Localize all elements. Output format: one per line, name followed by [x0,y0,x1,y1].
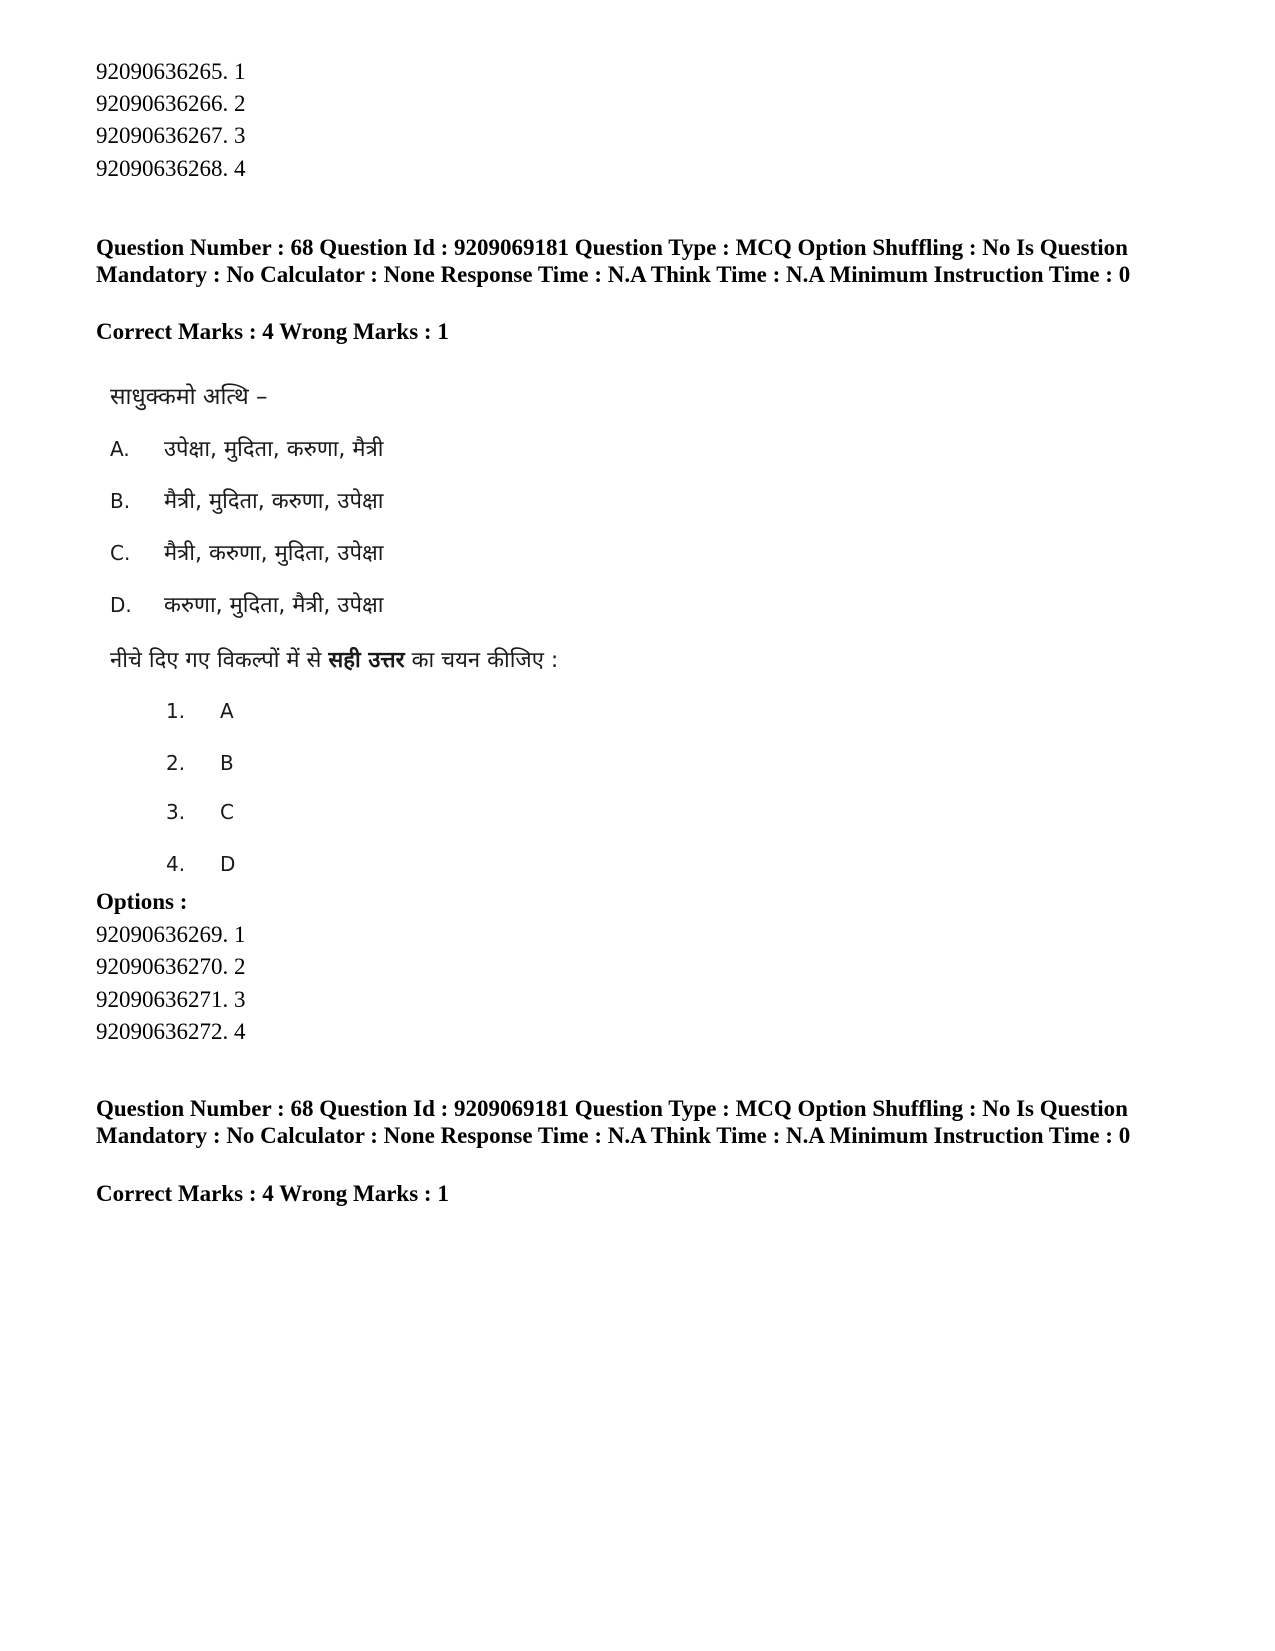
prev-option-2: 92090636266. 2 [96,91,246,116]
next-question-marks: Correct Marks : 4 Wrong Marks : 1 [96,1181,449,1206]
prev-option-1: 92090636265. 1 [96,59,246,84]
options-label: Options : [96,889,188,914]
choice-4 [166,849,235,879]
statement-text: मैत्री, मुदिता, करुणा, उपेक्षा [164,489,384,514]
prev-option-4: 92090636268. 4 [96,156,246,181]
answer-instruction [110,646,558,676]
next-question-header: Question Number : 68 Question Id : 9209069181 Question Type : MCQ Option Shuffling : No Is Question Mandatory : No Calculator : None Response Time : N.A Think Time : N.A Minimum Instruction Time : 0 [96,1096,1131,1148]
statement-text: मैत्री, करुणा, मुदिता, उपेक्षा [164,541,384,566]
choice-text: C [220,800,234,824]
choice-2 [166,748,234,778]
choice-text: B [220,751,234,775]
statement-key: A. [110,437,130,461]
option-2: 92090636270. 2 [96,954,246,979]
choice-text: A [220,699,234,723]
statement-key: C. [110,541,131,565]
statement-text: करुणा, मुदिता, मैत्री, उपेक्षा [164,593,384,618]
statement-key: B. [110,489,131,513]
choice-number: 2. [166,751,186,775]
choice-number: 1. [166,699,186,723]
prev-option-3: 92090636267. 3 [96,123,246,148]
question-marks: Correct Marks : 4 Wrong Marks : 1 [96,319,449,344]
question-image [96,372,616,920]
option-4: 92090636272. 4 [96,1019,246,1044]
choice-number: 4. [166,852,186,876]
instruction-emphasis: सही उत्तर [328,648,405,673]
statement-a [110,434,383,465]
choice-text: D [220,852,236,876]
instruction-text-end: का चयन कीजिए : [404,648,559,673]
question-stem: साधुक्कमो अत्थि – [110,384,268,410]
statement-key: D. [110,593,132,617]
choice-number: 3. [166,800,186,824]
option-1: 92090636269. 1 [96,922,246,947]
question-header: Question Number : 68 Question Id : 9209069181 Question Type : MCQ Option Shuffling : No Is Question Mandatory : No Calculator : None Response Time : N.A Think Time : N.A Minimum Instruction Time : 0 [96,235,1131,287]
statement-d [110,590,383,621]
choice-1 [166,696,234,726]
choice-3 [166,797,234,827]
option-3: 92090636271. 3 [96,987,246,1012]
statement-text: उपेक्षा, मुदिता, करुणा, मैत्री [164,437,384,462]
instruction-text: नीचे दिए गए विकल्पों में से [110,648,329,673]
statement-b [110,486,383,517]
statement-c [110,538,383,569]
